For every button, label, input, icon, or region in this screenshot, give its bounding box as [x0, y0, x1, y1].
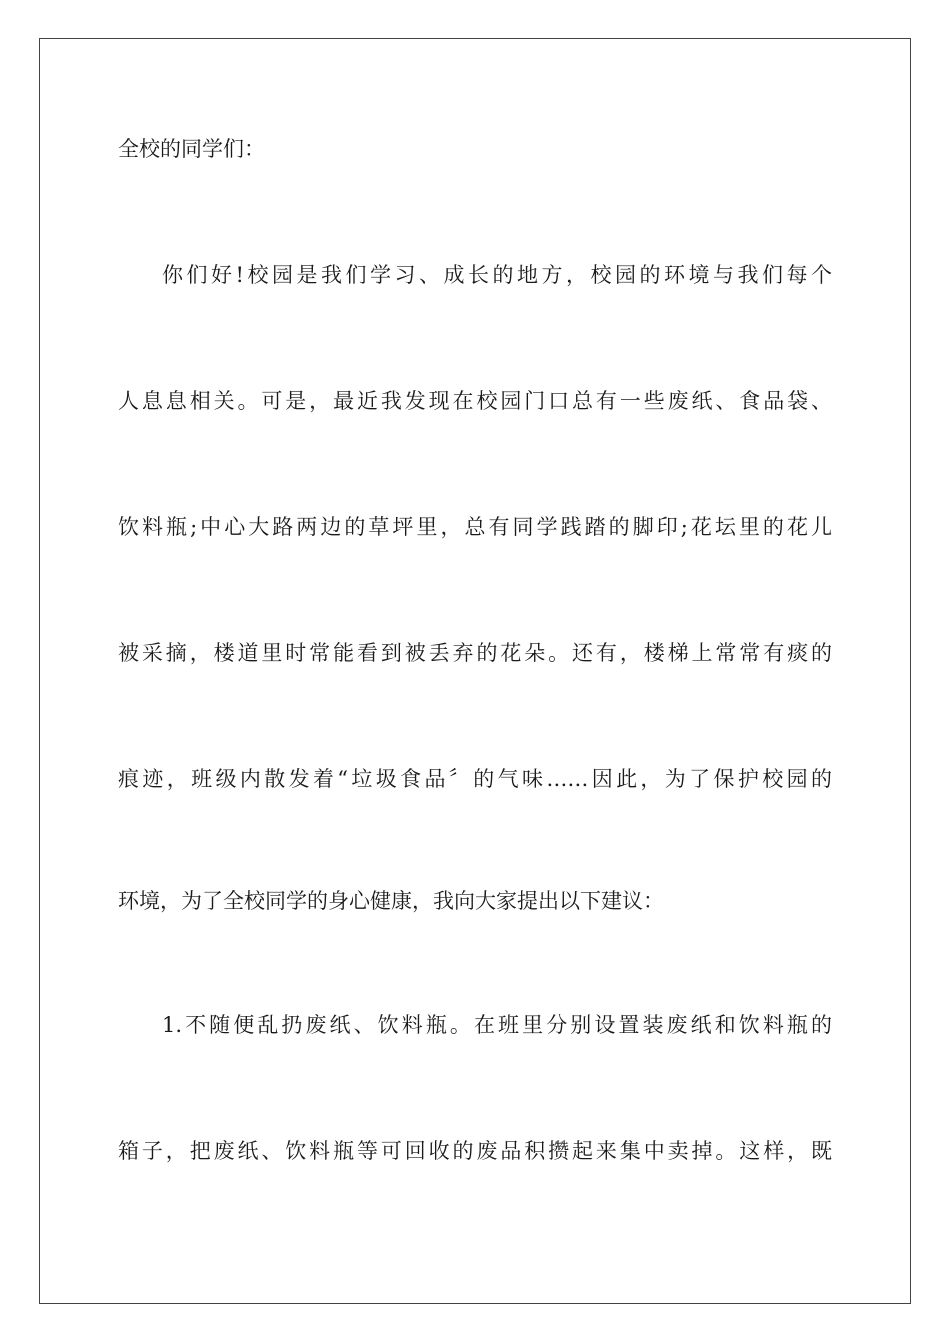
salutation: 全校的同学们： [118, 137, 265, 161]
page-frame [39, 38, 911, 1304]
paragraph-1-line-2: 人息息相关。可是，最近我发现在校园门口总有一些废纸、食品袋、 [118, 389, 832, 413]
paragraph-1-line-1: 你们好!校园是我们学习、成长的地方，校园的环境与我们每个 [162, 263, 832, 287]
suggestion-1-line-1: 1.不随便乱扔废纸、饮料瓶。在班里分别设置装废纸和饮料瓶的 [162, 1013, 832, 1037]
paragraph-1-line-6: 环境，为了全校同学的身心健康，我向大家提出以下建议： [118, 889, 664, 913]
paragraph-1-line-3: 饮料瓶;中心大路两边的草坪里，总有同学践踏的脚印;花坛里的花儿 [118, 515, 832, 539]
paragraph-1-line-5: 痕迹，班级内散发着“垃圾食品〞的气味……因此，为了保护校园的 [118, 767, 832, 791]
suggestion-1-line-2: 箱子，把废纸、饮料瓶等可回收的废品积攒起来集中卖掉。这样，既 [118, 1139, 832, 1163]
paragraph-1-line-4: 被采摘，楼道里时常能看到被丢弃的花朵。还有，楼梯上常常有痰的 [118, 641, 832, 665]
